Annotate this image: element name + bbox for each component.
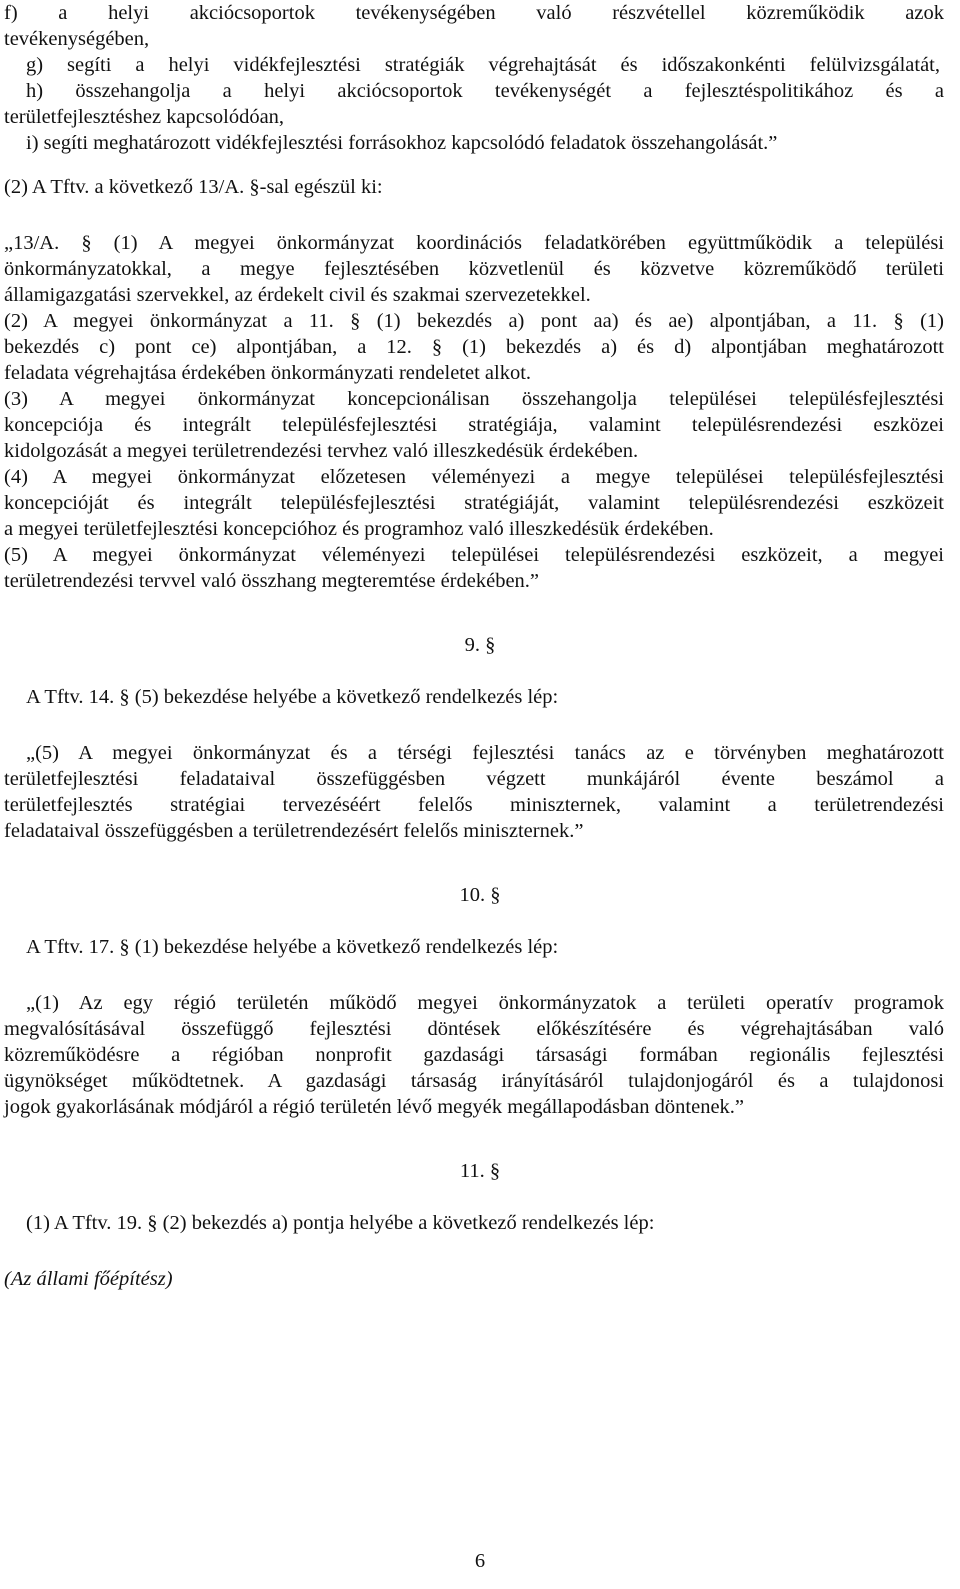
section-heading: 9. § [464,634,496,656]
section-heading: 11. § [459,1160,501,1182]
text-line: a megyei területfejlesztési koncepcióhoz és programhoz való illeszkedésük érdekében. [4,518,714,540]
page-number: 6 [474,1550,486,1572]
text-line: feladata végrehajtása érdekében önkormányzati rendeletet alkot. [4,362,532,384]
text-line: koncepciója és integrált településfejlesztési stratégiája, valamint településrendezési eszközei [4,414,944,436]
text-line: „(5) A megyei önkormányzat és a térségi fejlesztési tanács az e törvényben meghatározott [26,742,944,764]
section-heading: 10. § [459,884,501,906]
text-line: „13/A. § (1) A megyei önkormányzat koordinációs feladatkörében együttműködik a települési [4,232,944,254]
text-line: (5) A megyei önkormányzat véleményezi települései településrendezési eszközeit, a megyei [4,544,944,566]
text-line: g) segíti a helyi vidékfejlesztési stratégiák végrehajtását és időszakonkénti felülvizsgálatát, [26,54,940,76]
text-line: megvalósításával összefüggő fejlesztési döntések előkészítésére és végrehajtásában való [4,1018,944,1040]
text-line: területfejlesztés stratégiai tervezéséért felelős miniszternek, valamint a területrendezési [4,794,944,816]
text-line: (1) A Tftv. 19. § (2) bekezdés a) pontja helyébe a következő rendelkezés lép: [26,1212,655,1234]
text-line: bekezdés c) pont ce) alpontjában, a 12. § (1) bekezdés a) és d) alpontjában meghatározott [4,336,944,358]
text-line: f) a helyi akciócsoportok tevékenységében való részvétellel közreműködik azok [4,2,944,24]
text-line: államigazgatási szervekkel, az érdekelt civil és szakmai szervezetekkel. [4,284,591,306]
text-line: (2) A megyei önkormányzat a 11. § (1) bekezdés a) pont aa) és ae) alpontjában, a 11. § (1) [4,310,944,332]
text-line: feladataival összefüggésben a területrendezésért felelős miniszternek.” [4,820,584,842]
text-line: A Tftv. 14. § (5) bekezdése helyébe a következő rendelkezés lép: [26,686,559,708]
text-line: A Tftv. 17. § (1) bekezdése helyébe a következő rendelkezés lép: [26,936,559,958]
text-line: „(1) Az egy régió területén működő megyei önkormányzatok a területi operatív programok [26,992,944,1014]
text-line: i) segíti meghatározott vidékfejlesztési forrásokhoz kapcsolódó feladatok összehangolását.” [26,132,778,154]
text-line: (2) A Tftv. a következő 13/A. §-sal egészül ki: [4,176,383,198]
text-line: h) összehangolja a helyi akciócsoportok tevékenységét a fejlesztéspolitikához és a [26,80,944,102]
text-line: jogok gyakorlásának módjáról a régió területén lévő megyék megállapodásban döntenek.” [4,1096,745,1118]
text-line: önkormányzatokkal, a megye fejlesztésében közvetlenül és közvetve közreműködő területi [4,258,944,280]
text-line: (3) A megyei önkormányzat koncepcionálisan összehangolja települései településfejlesztési [4,388,944,410]
text-line: ügynökséget működtetnek. A gazdasági társaság irányításáról tulajdonjogáról és a tulajdonosi [4,1070,944,1092]
text-line: (4) A megyei önkormányzat előzetesen véleményezi a megye települései településfejlesztési [4,466,944,488]
text-line: (Az állami főépítész) [4,1268,173,1290]
text-line: területfejlesztéshez kapcsolódóan, [4,106,285,128]
text-line: kidolgozását a megyei területrendezési tervhez való illeszkedésük érdekében. [4,440,639,462]
text-line: közreműködésre a régióban nonprofit gazdasági társasági formában regionális fejlesztési [4,1044,944,1066]
text-line: tevékenységében, [4,28,150,50]
text-line: területfejlesztési feladataival összefüggésben végzett munkájáról évente beszámol a [4,768,944,790]
text-line: koncepcióját és integrált településfejlesztési stratégiáját, valamint településrendezési eszközeit [4,492,944,514]
text-line: területrendezési tervvel való összhang megteremtése érdekében.” [4,570,540,592]
